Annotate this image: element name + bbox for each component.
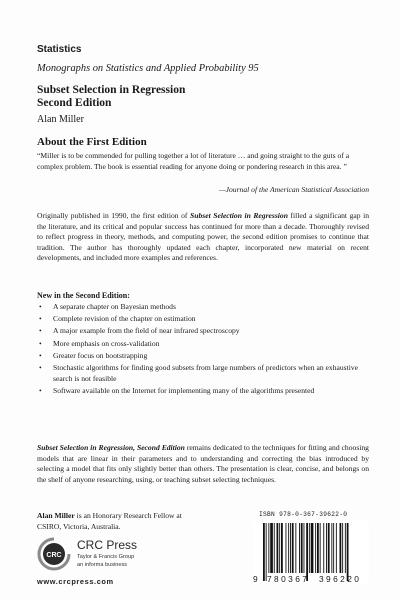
publisher-tagline: an informa business <box>77 562 128 568</box>
list-item <box>37 363 369 384</box>
isbn-text: ISBN 978-0-367-39622-0 <box>259 511 348 518</box>
barcode-bar <box>286 523 287 573</box>
barcode-bar <box>292 523 294 573</box>
barcode-bar <box>299 523 300 573</box>
publisher-logo <box>37 537 177 577</box>
list-item <box>37 351 369 362</box>
bullet-icon: • <box>39 338 42 348</box>
barcode-bar <box>270 523 273 573</box>
list-item-text: More emphasis on cross-validation <box>53 338 160 348</box>
list-item-text: A major example from the field of near infrared spectroscopy <box>53 326 240 336</box>
barcode-bar <box>340 523 342 573</box>
list-item-text: Stochastic algorithms for finding good subsets from large numbers of predictors when an exhaustive search is not feasible <box>53 362 359 383</box>
list-item <box>37 302 369 313</box>
barcode-bar <box>281 523 283 573</box>
list-item <box>37 326 369 337</box>
crc-badge-icon <box>37 537 71 571</box>
barcode-group-left: 780367 <box>267 574 310 584</box>
publisher-group: Taylor & Francis Group <box>77 554 135 560</box>
list-item <box>37 339 369 350</box>
barcode-bar <box>274 523 275 573</box>
series-title: Monographs on Statistics and Applied Probability 95 <box>37 63 259 74</box>
barcode-bar <box>301 523 303 573</box>
description-paragraph <box>37 211 369 264</box>
bullet-icon: • <box>39 385 42 395</box>
quote-attribution: —Journal of the American Statistical Association <box>218 185 369 194</box>
list-item-text: Software available on the Internet for implementing many of the algorithms presented <box>53 385 315 395</box>
barcode-group-right: 396220 <box>319 574 362 584</box>
barcode-bar <box>266 523 267 581</box>
para1-post: filled a significant gap in the literature, and its critical and popular success has continued for more than a decade. Thoroughly revised to reflect progress in theory, methods, and computing power, the second edition promises to continue that tradition. The author has thoroughly updated each chapter, incorporated new material on recent developments, and included more examples and references. <box>37 211 369 263</box>
barcode-bar <box>263 523 265 581</box>
about-heading: About the First Edition <box>37 136 147 148</box>
list-item <box>37 386 369 397</box>
barcode-bar <box>290 523 291 573</box>
list-item <box>37 314 369 325</box>
bullet-icon: • <box>39 314 42 324</box>
barcode-bar <box>331 523 332 573</box>
bio-text: is an Honorary Research Fellow at CSIRO, Victoria, Australia. <box>37 511 182 531</box>
barcode-bar <box>311 523 314 573</box>
publisher-name: CRC Press <box>77 538 138 552</box>
publisher-url: www.crcpress.com <box>37 577 114 586</box>
bullet-icon: • <box>39 362 42 372</box>
barcode-bar <box>295 523 296 573</box>
author-name: Alan Miller <box>37 114 84 125</box>
new-features-heading: New in the Second Edition: <box>37 291 130 300</box>
barcode-digit-first: 9 <box>253 574 258 584</box>
barcode-bar <box>288 523 289 573</box>
book-title: Subset Selection in Regression <box>37 84 186 96</box>
para2-book-title: Subset Selection in Regression, Second Edition <box>37 443 185 452</box>
barcode-bar <box>277 523 279 573</box>
barcode-bar <box>347 523 349 581</box>
barcode-bar <box>309 523 310 573</box>
author-bio <box>37 511 207 532</box>
para2-post: remains dedicated to the techniques for fitting and choosing models that are linear in their parameters and to understanding and correcting the bias introduced by selecting a model that fits only slightly better than others. The presentation is clear, concise, and belongs on the shelf of anyone researching, using, or teaching subset selecting techniques. <box>37 443 369 484</box>
bio-name: Alan Miller <box>37 511 75 520</box>
barcode-bar <box>304 523 305 573</box>
barcode-bar <box>333 523 334 573</box>
list-item-text: A separate chapter on Bayesian methods <box>53 302 176 311</box>
para1-pre: Originally published in 1990, the first edition of <box>37 211 191 220</box>
new-features-list <box>37 302 369 398</box>
barcode-bar <box>323 523 324 573</box>
book-edition: Second Edition <box>37 97 112 109</box>
list-item-text: Greater focus on bootstrapping <box>53 350 148 360</box>
list-item-text: Complete revision of the chapter on estimation <box>53 314 196 324</box>
crc-badge-text: CRC <box>46 552 62 559</box>
para1-book-title: Subset Selection in Regression <box>190 211 288 220</box>
barcode-bar <box>279 523 280 573</box>
barcode-bar <box>320 523 321 573</box>
barcode-bar <box>317 523 319 573</box>
review-quote: “Miller is to be commended for pulling together a lot of literature … and going straight to the guts of a complex problem. The book is essential reading for anyone doing or pondering research in this area. ” <box>37 151 350 171</box>
barcode-bar <box>345 523 346 573</box>
barcode-bar <box>328 523 330 573</box>
barcode-bar <box>326 523 327 573</box>
bullet-icon: • <box>39 302 42 311</box>
barcode-bar <box>342 523 343 573</box>
barcode-bar <box>306 523 308 581</box>
bullet-icon: • <box>39 350 42 360</box>
summary-paragraph <box>37 443 369 485</box>
barcode-bar <box>268 523 269 573</box>
barcode-bar <box>336 523 337 573</box>
bullet-icon: • <box>39 326 42 336</box>
category-label: Statistics <box>37 44 82 55</box>
barcode-bar <box>315 523 316 573</box>
